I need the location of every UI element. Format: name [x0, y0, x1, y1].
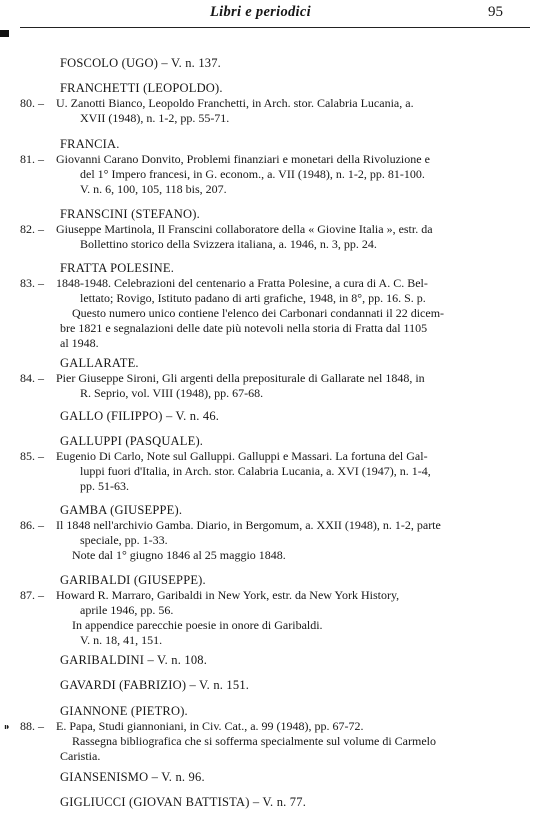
- entry-note: Note dal 1° giugno 1846 al 25 maggio 1848.: [72, 548, 286, 562]
- entry-heading: GALLO (FILIPPO) – V. n. 46.: [60, 409, 220, 423]
- entry-number: 81. –: [20, 152, 44, 166]
- entry-note: bre 1821 e segnalazioni delle date più notevoli nella storia di Fratta dal 1105: [60, 321, 428, 335]
- entry-note: Rassegna bibliografica che si sofferma specialmente sul volume di Carmelo: [72, 734, 437, 748]
- margin-mark: ⁍: [4, 722, 10, 734]
- entry-gallo: [20, 409, 530, 424]
- entry-line: XVII (1948), n. 1-2, pp. 55-71.: [80, 111, 230, 125]
- entry-francia: [20, 137, 530, 197]
- entry-number: 84. –: [20, 371, 44, 385]
- entry-line: R. Seprio, vol. VIII (1948), pp. 67-68.: [80, 386, 264, 400]
- entry-heading: FOSCOLO (UGO) – V. n. 137.: [60, 56, 222, 70]
- entry-franchetti: [20, 81, 530, 126]
- entry-line: luppi fuori d'Italia, in Arch. stor. Calabria Lucania, a. XVI (1947), n. 1-4,: [80, 464, 431, 478]
- entry-line: 87. – Howard R. Marraro, Garibaldi in New York, estr. da New York History,: [20, 588, 400, 602]
- entry-gamba: [20, 503, 530, 563]
- entry-heading: GALLARATE.: [60, 356, 139, 370]
- entry-line: 83. – 1848-1948. Celebrazioni del centenario a Fratta Polesine, a cura di A. C. Bel-: [20, 276, 428, 290]
- entry-heading: GARIBALDI (GIUSEPPE).: [60, 573, 206, 587]
- entry-heading: GAMBA (GIUSEPPE).: [60, 503, 183, 517]
- entry-line: V. n. 6, 100, 105, 118 bis, 207.: [80, 182, 227, 196]
- entry-heading: GIANNONE (PIETRO).: [60, 704, 188, 718]
- entry-heading: GIANSENISMO – V. n. 96.: [60, 770, 205, 784]
- entry-heading: FRANCHETTI (LEOPOLDO).: [60, 81, 223, 95]
- entry-heading: FRATTA POLESINE.: [60, 261, 175, 275]
- entry-garibaldi: [20, 573, 530, 648]
- entry-giansenismo: [20, 770, 530, 785]
- entry-note: al 1948.: [60, 336, 99, 350]
- entry-line: 86. – Il 1848 nell'archivio Gamba. Diario, in Bergomum, a. XXII (1948), n. 1-2, parte: [20, 518, 441, 532]
- entry-gallarate: [20, 356, 530, 401]
- page-number: 95: [488, 4, 503, 20]
- header-rule: [20, 27, 530, 28]
- entry-line: 84. – Pier Giuseppe Sironi, Gli argenti della prepositurale di Gallarate nel 1848, in: [20, 371, 425, 385]
- entry-number: 86. –: [20, 518, 44, 532]
- entry-heading: FRANSCINI (STEFANO).: [60, 207, 200, 221]
- entry-note: Caristia.: [60, 749, 101, 763]
- entry-heading: GIGLIUCCI (GIOVAN BATTISTA) – V. n. 77.: [60, 795, 307, 809]
- entry-line: aprile 1946, pp. 56.: [80, 603, 174, 617]
- entry-line: 82. – Giuseppe Martinola, Il Franscini collaboratore della « Giovine Italia », estr. da: [20, 222, 433, 236]
- entry-number: 87. –: [20, 588, 44, 602]
- entry-number: 82. –: [20, 222, 44, 236]
- entry-number: 88. –: [20, 719, 44, 733]
- entry-gavardi: [20, 678, 530, 693]
- entry-line: del 1° Impero francesi, in G. econom., a. VII (1948), n. 1-2, pp. 81-100.: [80, 167, 425, 181]
- entry-line: speciale, pp. 1-33.: [80, 533, 168, 547]
- running-title: Libri e periodici: [210, 4, 311, 20]
- entry-number: 80. –: [20, 96, 44, 110]
- entry-line: Bollettino storico della Svizzera italiana, a. 1946, n. 3, pp. 24.: [80, 237, 377, 251]
- entry-note: In appendice parecchie poesie in onore di Garibaldi.: [72, 618, 323, 632]
- entry-number: 85. –: [20, 449, 44, 463]
- entry-gigliucci: [20, 795, 530, 810]
- entry-number: 83. –: [20, 276, 44, 290]
- entry-line: 81. – Giovanni Carano Donvito, Problemi finanziari e monetari della Rivoluzione e: [20, 152, 430, 166]
- entry-line: 85. – Eugenio Di Carlo, Note sul Galluppi. Galluppi e Massari. La fortuna del Gal-: [20, 449, 428, 463]
- entry-note: V. n. 18, 41, 151.: [80, 633, 163, 647]
- entry-note: Questo numero unico contiene l'elenco dei Carbonari condannati il 22 dicem-: [72, 306, 445, 320]
- entry-garibaldini: [20, 653, 530, 668]
- margin-mark: [0, 30, 9, 37]
- entry-foscolo: [20, 56, 530, 71]
- entry-line: 88. – E. Papa, Studi giannoniani, in Civ. Cat., a. 99 (1948), pp. 67-72.: [20, 719, 364, 733]
- entry-heading: GAVARDI (FABRIZIO) – V. n. 151.: [60, 678, 250, 692]
- entry-line: 80. – U. Zanotti Bianco, Leopoldo Franchetti, in Arch. stor. Calabria Lucania, a.: [20, 96, 414, 110]
- entry-line: lettato; Rovigo, Istituto padano di arti grafiche, 1948, in 8°, pp. 16. S. p.: [80, 291, 426, 305]
- entry-galluppi: [20, 434, 530, 494]
- entry-heading: GALLUPPI (PASQUALE).: [60, 434, 204, 448]
- entry-heading: GARIBALDINI – V. n. 108.: [60, 653, 208, 667]
- entry-fratta-polesine: [20, 261, 530, 351]
- entry-giannone: [20, 704, 530, 764]
- entry-heading: FRANCIA.: [60, 137, 120, 151]
- entry-franscini: [20, 207, 530, 252]
- entry-line: pp. 51-63.: [80, 479, 129, 493]
